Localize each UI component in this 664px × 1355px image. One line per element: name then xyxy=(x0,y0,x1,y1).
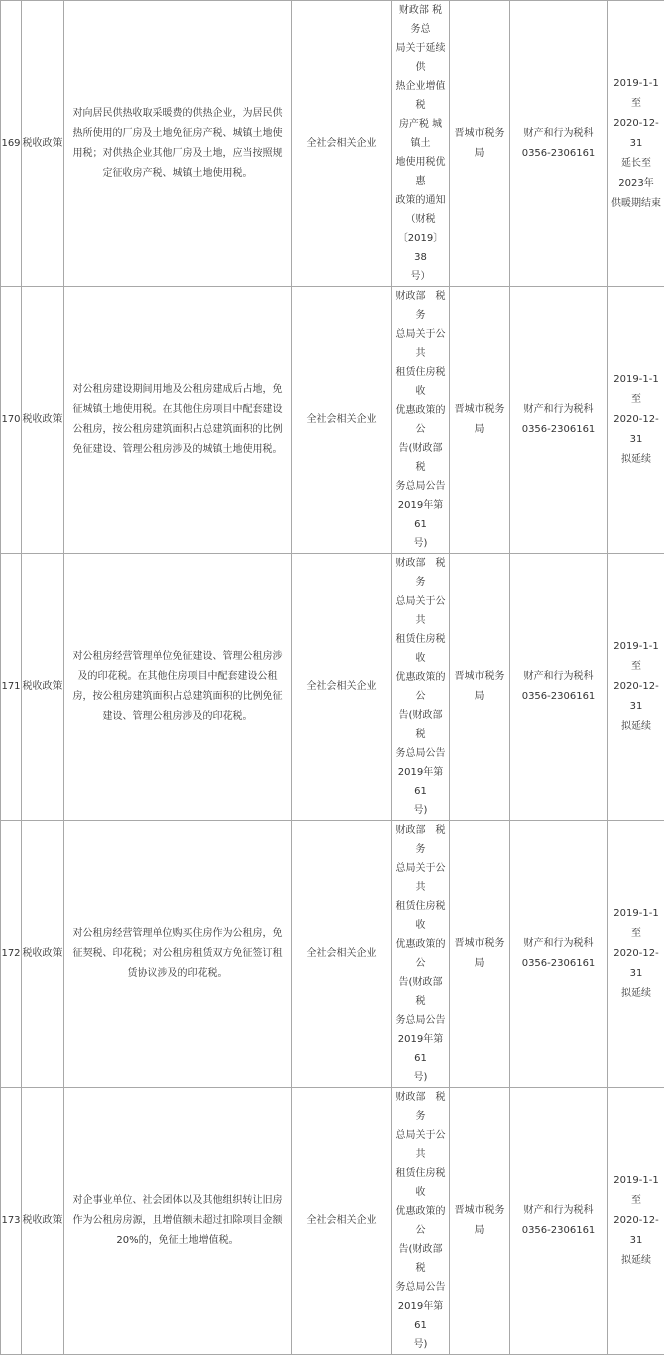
basis-line: 财政部 税务 xyxy=(394,554,447,592)
period-line: 拟延续 xyxy=(610,717,662,737)
table-row xyxy=(1,821,664,1088)
policy-target: 全社会相关企业 xyxy=(292,1088,392,1355)
responsible-department: 晋城市税务局 xyxy=(450,1088,510,1355)
basis-line: 告(财政部 税 xyxy=(394,706,447,744)
contact-info xyxy=(510,1088,608,1355)
basis-line: 财政部 税务 xyxy=(394,287,447,325)
basis-line: 热企业增值税 xyxy=(394,77,447,115)
basis-line: 2019年第61 xyxy=(394,496,447,534)
basis-line: 2019年第61 xyxy=(394,1030,447,1068)
basis-line: 优惠政策的公 xyxy=(394,668,447,706)
table-row xyxy=(1,287,664,554)
row-number: 171 xyxy=(1,554,22,821)
responsible-department: 晋城市税务局 xyxy=(450,821,510,1088)
basis-line: 租赁住房税收 xyxy=(394,1164,447,1202)
contact-info xyxy=(510,287,608,554)
basis-line: 告(财政部 税 xyxy=(394,1240,447,1278)
policy-type: 税收政策 xyxy=(22,287,64,554)
period-line: 2020-12-31 xyxy=(610,1211,662,1251)
basis-line: 总局关于公共 xyxy=(394,592,447,630)
row-number: 172 xyxy=(1,821,22,1088)
responsible-department: 晋城市税务局 xyxy=(450,1,510,287)
basis-line: 房产税 城镇土 xyxy=(394,115,447,153)
period-line: 2020-12-31 xyxy=(610,114,662,154)
basis-line: 2019年第61 xyxy=(394,763,447,801)
validity-period xyxy=(608,1,664,287)
policy-basis xyxy=(392,1,450,287)
policy-content: 对公租房建设期间用地及公租房建成后占地，免征城镇土地使用税。在其他住房项目中配套建设公租房，按公租房建筑面积占总建筑面积的比例免征建设、管理公租房涉及的城镇土地使用税。 xyxy=(64,287,292,554)
validity-period xyxy=(608,287,664,554)
basis-line: 务总局公告 xyxy=(394,477,447,496)
policy-target: 全社会相关企业 xyxy=(292,287,392,554)
contact-office: 财产和行为税科 xyxy=(512,400,605,420)
period-line: 2020-12-31 xyxy=(610,677,662,717)
policy-type: 税收政策 xyxy=(22,821,64,1088)
basis-line: 财政部 税务 xyxy=(394,821,447,859)
table-row xyxy=(1,1088,664,1355)
table-row xyxy=(1,1,664,287)
row-number: 173 xyxy=(1,1088,22,1355)
policy-content: 对向居民供热收取采暖费的供热企业，为居民供热所使用的厂房及土地免征房产税、城镇土地使用税；对供热企业其他厂房及土地，应当按照规定征收房产税、城镇土地使用税。 xyxy=(64,1,292,287)
contact-office: 财产和行为税科 xyxy=(512,124,605,144)
period-line: 拟延续 xyxy=(610,984,662,1004)
policy-basis xyxy=(392,554,450,821)
basis-line: 租赁住房税收 xyxy=(394,897,447,935)
policy-target: 全社会相关企业 xyxy=(292,554,392,821)
period-line: 2019-1-1至 xyxy=(610,370,662,410)
period-line: 2020-12-31 xyxy=(610,410,662,450)
basis-line: 地使用税优惠 xyxy=(394,153,447,191)
policy-content: 对公租房经营管理单位购买住房作为公租房，免征契税、印花税；对公租房租赁双方免征签订租赁协议涉及的印花税。 xyxy=(64,821,292,1088)
basis-line: 务总局公告 xyxy=(394,744,447,763)
period-line: 2019-1-1至 xyxy=(610,74,662,114)
contact-phone: 0356-2306161 xyxy=(512,144,605,164)
basis-line: 告(财政部 税 xyxy=(394,973,447,1011)
basis-line: 告(财政部 税 xyxy=(394,439,447,477)
basis-line: 政策的通知 xyxy=(394,191,447,210)
basis-line: 号) xyxy=(394,801,447,820)
row-number: 169 xyxy=(1,1,22,287)
basis-line: 〔2019〕38 xyxy=(394,229,447,267)
contact-info xyxy=(510,821,608,1088)
basis-line: 局关于延续供 xyxy=(394,39,447,77)
contact-office: 财产和行为税科 xyxy=(512,934,605,954)
policy-basis xyxy=(392,1088,450,1355)
basis-line: 号) xyxy=(394,1335,447,1354)
policy-content: 对公租房经营管理单位免征建设、管理公租房涉及的印花税。在其他住房项目中配套建设公租房，按公租房建筑面积占总建筑面积的比例免征建设、管理公租房涉及的印花税。 xyxy=(64,554,292,821)
contact-info xyxy=(510,1,608,287)
validity-period xyxy=(608,1088,664,1355)
basis-line: 务总局公告 xyxy=(394,1278,447,1297)
period-line: 拟延续 xyxy=(610,1251,662,1271)
policy-type: 税收政策 xyxy=(22,554,64,821)
basis-line: （财税 xyxy=(394,210,447,229)
policy-basis xyxy=(392,821,450,1088)
policy-target: 全社会相关企业 xyxy=(292,821,392,1088)
contact-phone: 0356-2306161 xyxy=(512,954,605,974)
basis-line: 总局关于公共 xyxy=(394,1126,447,1164)
policy-basis xyxy=(392,287,450,554)
contact-office: 财产和行为税科 xyxy=(512,667,605,687)
period-line: 拟延续 xyxy=(610,450,662,470)
basis-line: 租赁住房税收 xyxy=(394,630,447,668)
table-row xyxy=(1,554,664,821)
basis-line: 优惠政策的公 xyxy=(394,1202,447,1240)
basis-line: 总局关于公共 xyxy=(394,859,447,897)
row-number: 170 xyxy=(1,287,22,554)
validity-period xyxy=(608,821,664,1088)
contact-office: 财产和行为税科 xyxy=(512,1201,605,1221)
responsible-department: 晋城市税务局 xyxy=(450,554,510,821)
basis-line: 号） xyxy=(394,267,447,286)
basis-line: 优惠政策的公 xyxy=(394,401,447,439)
period-line: 延长至2023年 xyxy=(610,154,662,194)
period-line: 2019-1-1至 xyxy=(610,637,662,677)
period-line: 2019-1-1至 xyxy=(610,1171,662,1211)
responsible-department: 晋城市税务局 xyxy=(450,287,510,554)
basis-line: 租赁住房税收 xyxy=(394,363,447,401)
basis-line: 优惠政策的公 xyxy=(394,935,447,973)
policy-type: 税收政策 xyxy=(22,1088,64,1355)
contact-phone: 0356-2306161 xyxy=(512,420,605,440)
policy-content: 对企事业单位、社会团体以及其他组织转让旧房作为公租房房源，且增值额未超过扣除项目金额20%的，免征土地增值税。 xyxy=(64,1088,292,1355)
contact-phone: 0356-2306161 xyxy=(512,687,605,707)
basis-line: 号) xyxy=(394,534,447,553)
period-line: 供暖期结束 xyxy=(610,194,662,214)
contact-phone: 0356-2306161 xyxy=(512,1221,605,1241)
period-line: 2020-12-31 xyxy=(610,944,662,984)
basis-line: 务总局公告 xyxy=(394,1011,447,1030)
basis-line: 财政部 税务总 xyxy=(394,1,447,39)
basis-line: 总局关于公共 xyxy=(394,325,447,363)
basis-line: 2019年第61 xyxy=(394,1297,447,1335)
policy-type: 税收政策 xyxy=(22,1,64,287)
basis-line: 财政部 税务 xyxy=(394,1088,447,1126)
basis-line: 号) xyxy=(394,1068,447,1087)
period-line: 2019-1-1至 xyxy=(610,904,662,944)
contact-info xyxy=(510,554,608,821)
policy-target: 全社会相关企业 xyxy=(292,1,392,287)
validity-period xyxy=(608,554,664,821)
